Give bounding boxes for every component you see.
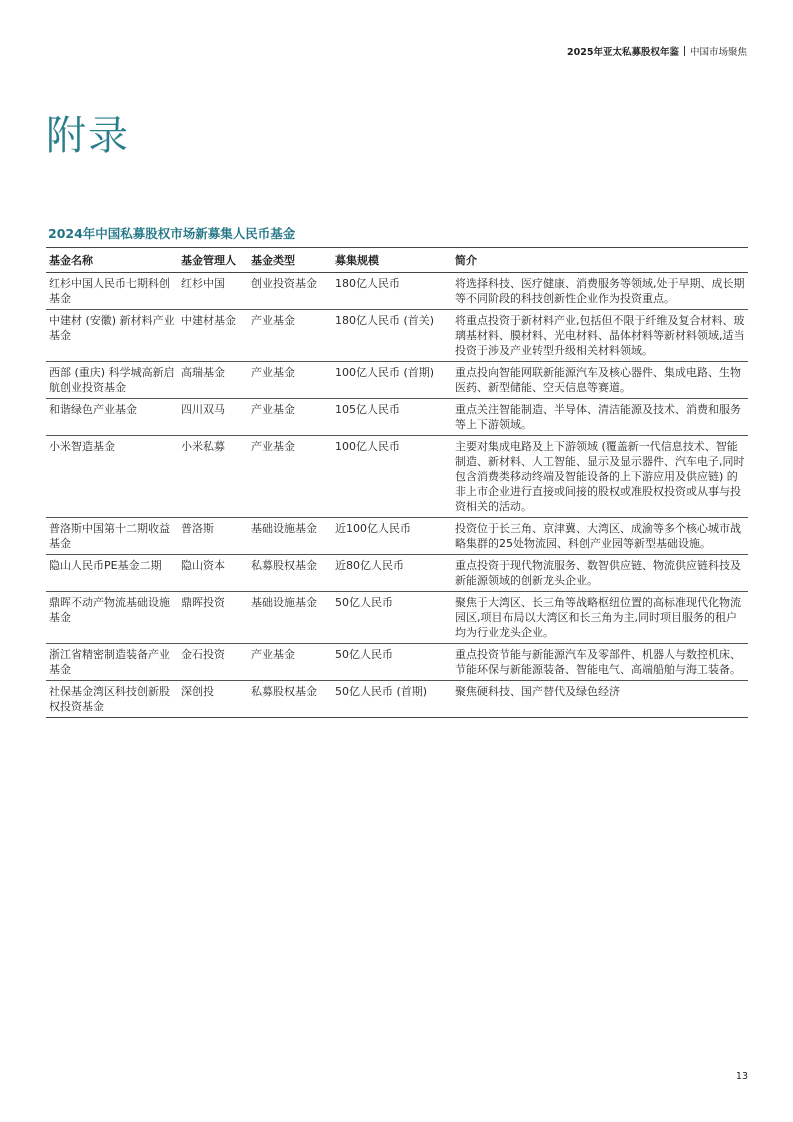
column-header-type: 基金类型	[248, 248, 332, 273]
report-title: 2025年亚太私募股权年鉴	[567, 47, 679, 58]
table-row	[46, 362, 748, 399]
table-title: 2024年中国私募股权市场新募集人民币基金	[48, 226, 296, 241]
table-header-row	[46, 248, 748, 273]
fund-manager-cell: 四川双马	[178, 399, 248, 436]
fund-type-cell: 基础设施基金	[248, 518, 332, 555]
table-row	[46, 399, 748, 436]
column-header-manager: 基金管理人	[178, 248, 248, 273]
fund-size-cell: 50亿人民币	[332, 592, 452, 644]
fund-manager-cell: 金石投资	[178, 644, 248, 681]
fund-manager-cell: 深创投	[178, 681, 248, 718]
page-title: 附录	[46, 113, 130, 159]
fund-type-cell: 产业基金	[248, 436, 332, 518]
fund-desc-cell: 聚焦于大湾区、长三角等战略枢纽位置的高标准现代化物流园区,项目布局以大湾区和长三角为主,同时项目服务的租户均为行业龙头企业。	[452, 592, 748, 644]
fund-manager-cell: 隐山资本	[178, 555, 248, 592]
fund-type-cell: 基础设施基金	[248, 592, 332, 644]
column-header-name: 基金名称	[46, 248, 178, 273]
fund-size-cell: 180亿人民币	[332, 273, 452, 310]
fund-size-cell: 近80亿人民币	[332, 555, 452, 592]
fund-size-cell: 50亿人民币 (首期)	[332, 681, 452, 718]
running-header	[567, 44, 747, 58]
fund-type-cell: 产业基金	[248, 644, 332, 681]
fund-name-cell: 中建材 (安徽) 新材料产业基金	[46, 310, 178, 362]
fund-desc-cell: 重点投资节能与新能源汽车及零部件、机器人与数控机床、节能环保与新能源装备、智能电气、高端船舶与海工装备。	[452, 644, 748, 681]
fund-manager-cell: 普洛斯	[178, 518, 248, 555]
fund-manager-cell: 高瑞基金	[178, 362, 248, 399]
fund-type-cell: 私募股权基金	[248, 681, 332, 718]
page-number: 13	[735, 1071, 748, 1082]
fund-manager-cell: 鼎晖投资	[178, 592, 248, 644]
fund-size-cell: 100亿人民币	[332, 436, 452, 518]
fund-type-cell: 产业基金	[248, 399, 332, 436]
fund-desc-cell: 投资位于长三角、京津冀、大湾区、成渝等多个核心城市战略集群的25处物流园、科创产业园等新型基础设施。	[452, 518, 748, 555]
section-title: 中国市场聚焦	[689, 47, 747, 58]
fund-name-cell: 鼎晖不动产物流基础设施基金	[46, 592, 178, 644]
fund-type-cell: 产业基金	[248, 310, 332, 362]
fund-table	[46, 247, 748, 718]
fund-name-cell: 浙江省精密制造装备产业基金	[46, 644, 178, 681]
table-row	[46, 644, 748, 681]
table-row	[46, 273, 748, 310]
table-row	[46, 310, 748, 362]
fund-type-cell: 产业基金	[248, 362, 332, 399]
fund-desc-cell: 主要对集成电路及上下游领域 (覆盖新一代信息技术、智能制造、新材料、人工智能、显示及显示器件、汽车电子,同时包含消费类移动终端及智能设备的上下游应用及供应链) 的非上市企业进行直接或间接的股权或准股权投资或从事与投资相关的活动。	[452, 436, 748, 518]
fund-size-cell: 50亿人民币	[332, 644, 452, 681]
fund-size-cell: 105亿人民币	[332, 399, 452, 436]
fund-size-cell: 100亿人民币 (首期)	[332, 362, 452, 399]
column-header-size: 募集规模	[332, 248, 452, 273]
header-divider	[684, 46, 685, 56]
fund-manager-cell: 小米私募	[178, 436, 248, 518]
fund-name-cell: 普洛斯中国第十二期收益基金	[46, 518, 178, 555]
fund-name-cell: 红杉中国人民币七期科创基金	[46, 273, 178, 310]
table-row	[46, 681, 748, 718]
fund-desc-cell: 重点投资于现代物流服务、数智供应链、物流供应链科技及新能源领域的创新龙头企业。	[452, 555, 748, 592]
fund-name-cell: 小米智造基金	[46, 436, 178, 518]
table-row	[46, 555, 748, 592]
fund-type-cell: 私募股权基金	[248, 555, 332, 592]
fund-desc-cell: 重点关注智能制造、半导体、清洁能源及技术、消费和服务等上下游领域。	[452, 399, 748, 436]
fund-name-cell: 隐山人民币PE基金二期	[46, 555, 178, 592]
table-row	[46, 518, 748, 555]
fund-desc-cell: 重点投向智能网联新能源汽车及核心器件、集成电路、生物医药、新型储能、空天信息等赛道。	[452, 362, 748, 399]
fund-desc-cell: 将选择科技、医疗健康、消费服务等领域,处于早期、成长期等不同阶段的科技创新性企业作为投资重点。	[452, 273, 748, 310]
fund-name-cell: 西部 (重庆) 科学城高新启航创业投资基金	[46, 362, 178, 399]
table-row	[46, 436, 748, 518]
column-header-desc: 简介	[452, 248, 748, 273]
fund-manager-cell: 红杉中国	[178, 273, 248, 310]
fund-name-cell: 和谐绿色产业基金	[46, 399, 178, 436]
fund-type-cell: 创业投资基金	[248, 273, 332, 310]
fund-manager-cell: 中建材基金	[178, 310, 248, 362]
fund-desc-cell: 聚焦硬科技、国产替代及绿色经济	[452, 681, 748, 718]
fund-size-cell: 180亿人民币 (首关)	[332, 310, 452, 362]
fund-size-cell: 近100亿人民币	[332, 518, 452, 555]
table-row	[46, 592, 748, 644]
fund-desc-cell: 将重点投资于新材料产业,包括但不限于纤维及复合材料、玻璃基材料、膜材料、光电材料、晶体材料等新材料领域,适当投资于涉及产业转型升级相关材料领域。	[452, 310, 748, 362]
fund-name-cell: 社保基金湾区科技创新股权投资基金	[46, 681, 178, 718]
